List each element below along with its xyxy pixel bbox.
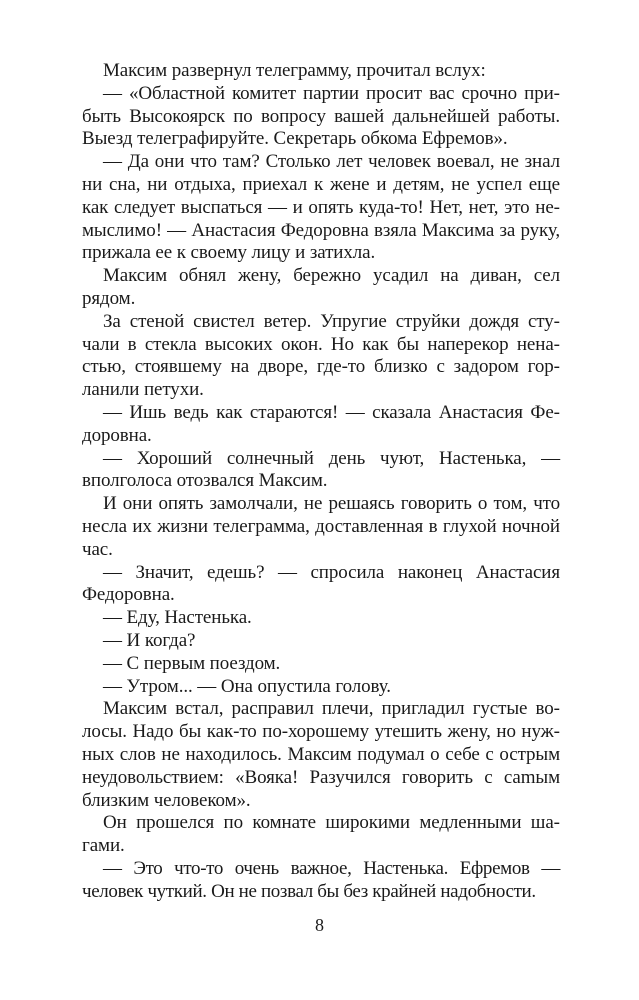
paragraph-1: Максим развернул телеграмму, прочитал вслух:: [103, 60, 486, 81]
paragraph-11: — И когда?: [103, 629, 196, 651]
book-page-text: [82, 60, 560, 903]
paragraph-8: И они опять замолчали, не решаясь говорить о том, что несла их жизни телеграмма, доставленная в глухой ночной час.: [82, 493, 560, 560]
paragraph-5: За стеной свистел ветер. Упругие струйки дождя стучали в стекла высоких окон. Но как бы наперекор ненастью, стоявшему на дворе, где-то близко с задором горланили петухи.: [82, 310, 560, 401]
paragraph-13: — Утром... — Она опустила голову.: [103, 675, 391, 697]
paragraph-7: — Хороший солнечный день чуют, Настенька, — вполголоса отозвался Максим.: [82, 447, 560, 492]
paragraph-4: Максим обнял жену, бережно усадил на диван, сел рядом.: [82, 265, 560, 309]
paragraph-12: — С первым поездом.: [103, 652, 281, 674]
paragraph-9: — Значит, едешь? — спросила наконец Анастасия Федоровна.: [82, 561, 560, 606]
paragraph-16: — Это что-то очень важное, Настенька. Ефремов — человек чуткий. Он не позвал бы без крайней надобности.: [82, 857, 560, 902]
paragraph-14: Максим встал, расправил плечи, пригладил густые волосы. Надо бы как-то по-хорошему утешить жену, но нужных слов не находилось. Максим подумал о себе с острым неудовольствием: «Вояка! Разучился говорить с саmым близким человеком».: [82, 698, 560, 811]
paragraph-15: Он прошелся по комнате широкими медленными шагами.: [82, 812, 560, 857]
paragraph-3: — Да они что там? Столько лет человек воевал, не знал ни сна, ни отдыха, приехал к жене и детям, не успел еще как следует выспаться — и опять куда-то! Нет, нет, это немыслимо! — Анастасия Федоровна взяла Максима за руку, прижала ее к своему лицу и затихла.: [82, 151, 560, 264]
paragraph-10: — Еду, Настенька.: [103, 607, 252, 629]
paragraph-2: — «Областной комитет партии просит вас срочно прибыть Высокоярск по вопросу вашей дальнейшей работы. Выезд телеграфируйте. Секретарь обкома Ефремов».: [82, 82, 560, 150]
page-number: 8: [315, 915, 324, 935]
paragraph-6: — Ишь ведь как стараются! — сказала Анастасия Федоровна.: [82, 401, 560, 446]
